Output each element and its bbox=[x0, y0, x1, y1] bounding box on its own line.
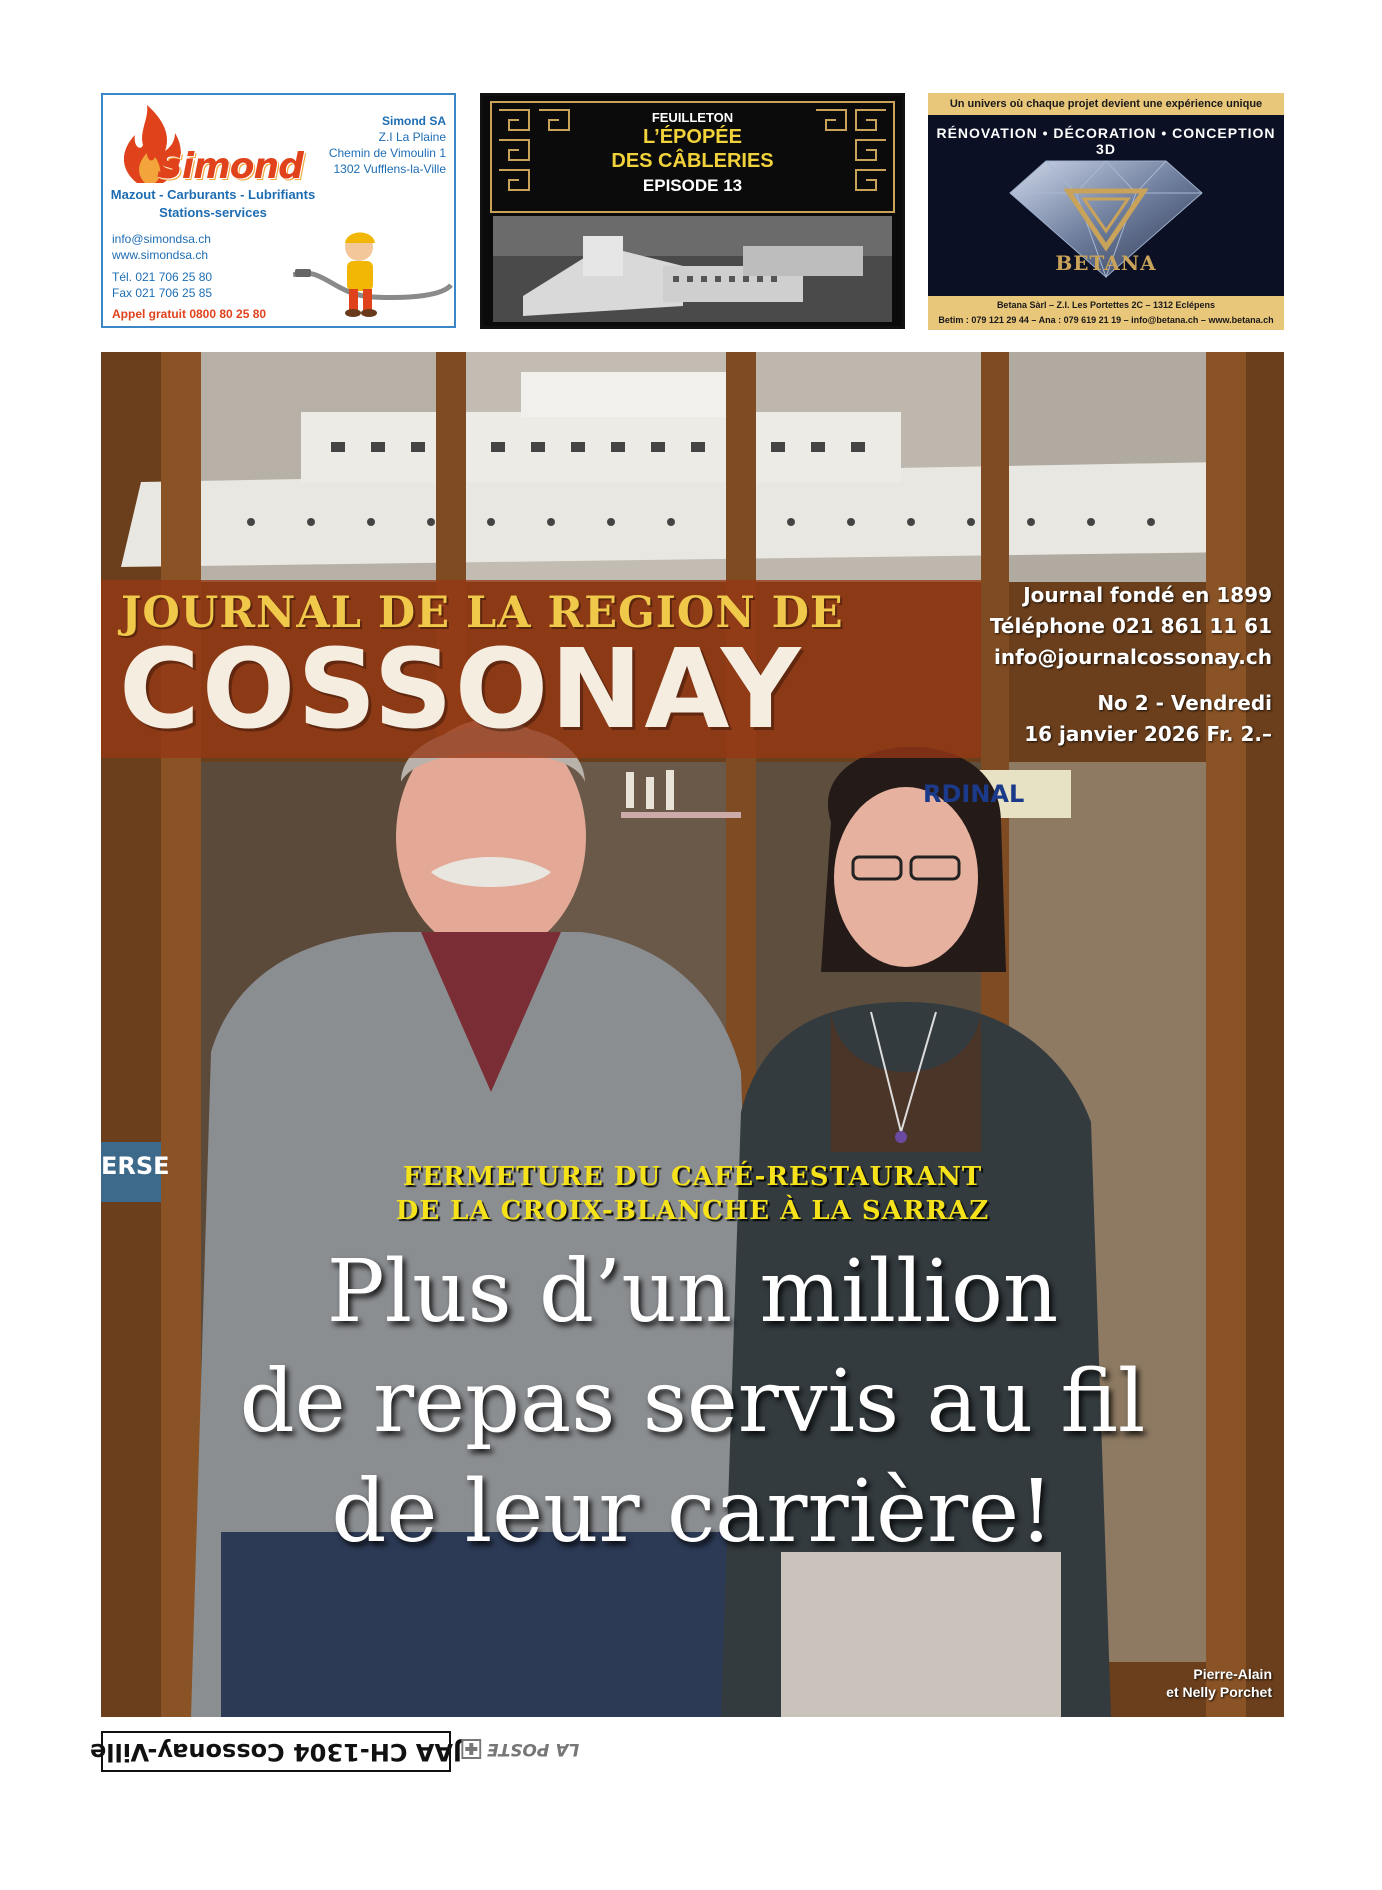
masthead-title-line1: JOURNAL DE LA REGION DE bbox=[121, 588, 844, 638]
betana-brand: BETANA bbox=[1055, 251, 1157, 275]
betana-address: Betana Sàrl – Z.I. Les Portettes 2C – 1312 Eclépens bbox=[996, 300, 1216, 310]
masthead-founded: Journal fondé en 1899 bbox=[1023, 583, 1272, 607]
betana-bottom-band bbox=[928, 296, 1284, 330]
simond-address bbox=[329, 113, 446, 177]
laposte-text: LA POSTE bbox=[487, 1739, 580, 1759]
jaa-address: JAA CH-1304 Cossonay-Ville bbox=[90, 1737, 462, 1766]
simond-company: Simond SA bbox=[381, 114, 446, 128]
feuilleton-kicker: FEUILLETON bbox=[651, 110, 734, 125]
masthead-phone: Téléphone 021 861 11 61 bbox=[989, 614, 1272, 638]
photo-sign-left: ERSE bbox=[101, 1152, 170, 1180]
cover-photo bbox=[101, 352, 1284, 1717]
simond-contact bbox=[112, 231, 212, 301]
story-kicker-line2: DE LA CROIX-BLANCHE À LA SARRAZ bbox=[395, 1196, 990, 1226]
simond-fax: Fax 021 706 25 85 bbox=[112, 286, 213, 300]
photo-caption bbox=[1166, 1665, 1272, 1701]
ad-feuilleton[interactable] bbox=[480, 93, 905, 329]
feuilleton-episode: EPISODE 13 bbox=[642, 176, 743, 195]
simond-email-link[interactable]: info@simondsa.ch bbox=[112, 232, 211, 246]
story-headline-line3[interactable]: de leur carrière! bbox=[331, 1462, 1054, 1562]
betana-contacts[interactable]: Betim : 079 121 29 44 – Ana : 079 619 21 19 – info@betana.ch – www.betana.ch bbox=[938, 315, 1274, 325]
ad-simond[interactable] bbox=[101, 93, 456, 328]
story-headline-line2[interactable]: de repas servis au fil bbox=[239, 1352, 1146, 1452]
mascot-icon bbox=[293, 225, 453, 320]
feuilleton-title-2: DES CÂBLERIES bbox=[611, 150, 774, 172]
swiss-cross-icon bbox=[461, 1739, 481, 1759]
masthead-issue bbox=[1024, 688, 1272, 750]
feuilleton-title-1: L’ÉPOPÉE bbox=[643, 126, 742, 148]
masthead-title-cossonay: COSSONAY bbox=[119, 625, 803, 753]
jaa-box bbox=[90, 1731, 462, 1772]
simond-address-line: Z.I La Plaine bbox=[378, 130, 446, 144]
simond-tagline-2: Stations-services bbox=[159, 205, 267, 220]
masthead-issue-number: No 2 - Vendredi bbox=[1097, 691, 1272, 715]
story-headline-line1[interactable]: Plus d’un million bbox=[326, 1242, 1059, 1342]
betana-services: RÉNOVATION • DÉCORATION • CONCEPTION 3D bbox=[936, 125, 1276, 157]
simond-tel: Tél. 021 706 25 80 bbox=[112, 270, 213, 284]
masthead-date-price: 16 janvier 2026 Fr. 2.– bbox=[1024, 722, 1272, 746]
ad-betana[interactable] bbox=[928, 93, 1284, 330]
photo-sign-cardinal: RDINAL bbox=[923, 780, 1025, 808]
betana-top-band: Un univers où chaque projet devient une expérience unique bbox=[928, 93, 1284, 115]
simond-tagline: Mazout - Carburants - Lubrifiants bbox=[110, 187, 316, 202]
postal-strip bbox=[90, 1731, 581, 1772]
photo-caption-line2: et Nelly Porchet bbox=[1166, 1684, 1272, 1700]
simond-free-call: Appel gratuit 0800 80 25 80 bbox=[112, 307, 267, 321]
simond-logo bbox=[113, 105, 313, 185]
story-kicker-line1: FERMETURE DU CAFÉ-RESTAURANT bbox=[402, 1162, 983, 1192]
simond-address-line: 1302 Vufflens-la-Ville bbox=[333, 162, 446, 176]
masthead-info bbox=[990, 580, 1272, 673]
simond-address-line: Chemin de Vimoulin 1 bbox=[328, 146, 446, 160]
masthead-email[interactable]: info@journalcossonay.ch bbox=[994, 645, 1272, 669]
laposte-logo bbox=[461, 1739, 579, 1759]
simond-wordmark: Simond bbox=[157, 146, 303, 187]
simond-web-link[interactable]: www.simondsa.ch bbox=[112, 248, 209, 262]
photo-caption-line1: Pierre-Alain bbox=[1193, 1666, 1272, 1682]
